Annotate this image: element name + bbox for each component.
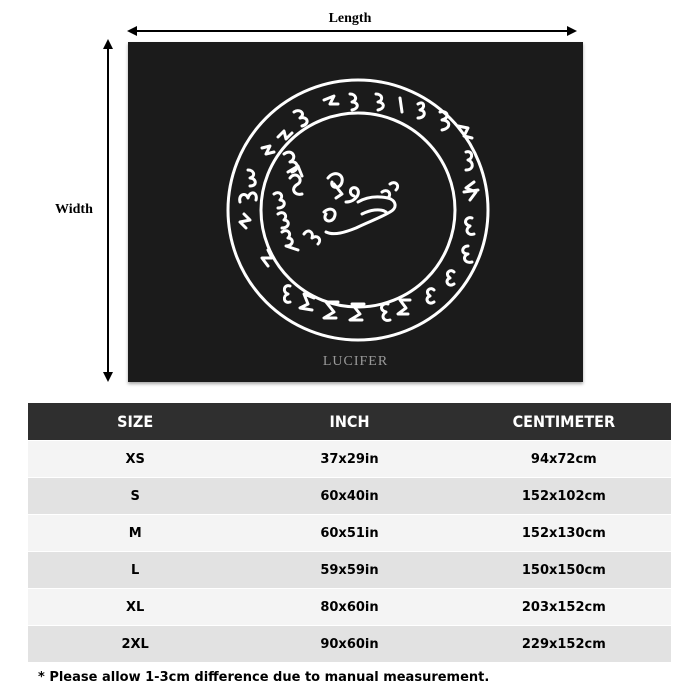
centimeter-cell: 229x152cm <box>457 626 671 663</box>
tapestry-caption: LUCIFER <box>322 354 389 369</box>
header-size: SIZE <box>28 403 242 441</box>
inch-cell: 90x60in <box>242 626 456 663</box>
inch-cell: 60x51in <box>242 515 456 552</box>
measurement-note: * Please allow 1-3cm difference due to manual measurement. <box>38 670 490 685</box>
inch-cell: 60x40in <box>242 478 456 515</box>
length-arrow-right-head <box>567 26 577 36</box>
table-row <box>28 478 671 515</box>
tapestry-image <box>128 42 583 382</box>
size-cell: XL <box>28 589 242 626</box>
sigil-band-glyphs <box>240 94 478 320</box>
table-row <box>28 626 671 663</box>
inch-cell: 37x29in <box>242 441 456 478</box>
inch-cell: 80x60in <box>242 589 456 626</box>
centimeter-cell: 203x152cm <box>457 589 671 626</box>
sigil-inner-ring <box>261 113 455 307</box>
header-centimeter: CENTIMETER <box>457 403 671 441</box>
length-arrow-left-head <box>127 26 137 36</box>
width-arrow-top-head <box>103 39 113 49</box>
size-chart-table <box>28 403 671 662</box>
inch-cell: 59x59in <box>242 552 456 589</box>
centimeter-cell: 152x102cm <box>457 478 671 515</box>
centimeter-cell: 152x130cm <box>457 515 671 552</box>
size-cell: M <box>28 515 242 552</box>
table-row <box>28 552 671 589</box>
size-cell: L <box>28 552 242 589</box>
header-inch: INCH <box>242 403 456 441</box>
sigil-inner-glyphs <box>274 152 398 250</box>
size-chart-header-row <box>28 403 671 441</box>
sigil-seal-icon <box>128 42 583 382</box>
sigil-outer-ring <box>228 80 488 340</box>
table-row <box>28 515 671 552</box>
table-row <box>28 589 671 626</box>
table-row <box>28 441 671 478</box>
centimeter-cell: 94x72cm <box>457 441 671 478</box>
size-cell: 2XL <box>28 626 242 663</box>
centimeter-cell: 150x150cm <box>457 552 671 589</box>
width-label: Width <box>55 202 93 217</box>
length-label: Length <box>328 11 372 26</box>
width-arrow-bottom-head <box>103 372 113 382</box>
size-cell: S <box>28 478 242 515</box>
size-cell: XS <box>28 441 242 478</box>
